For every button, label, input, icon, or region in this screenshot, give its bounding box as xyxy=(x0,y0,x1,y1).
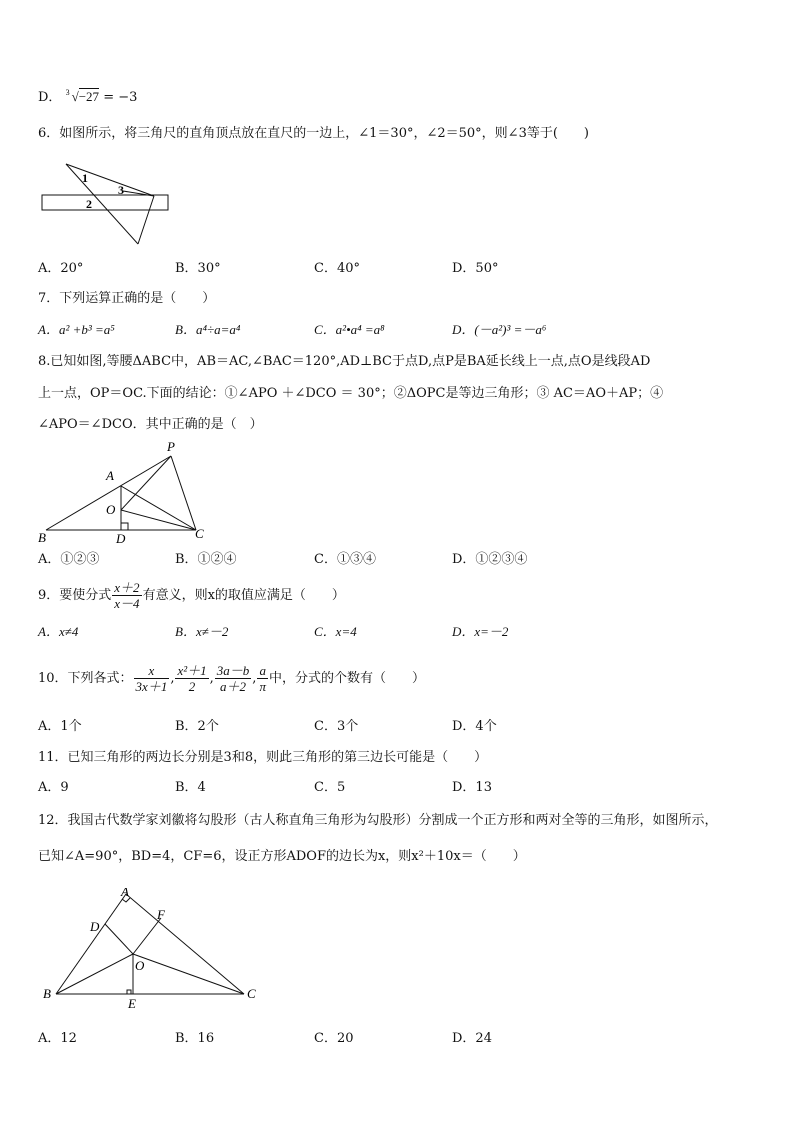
q6-option-a[interactable]: A．20° xyxy=(38,261,84,276)
q6-figure xyxy=(38,160,178,256)
point-a-label: A xyxy=(121,888,129,899)
radicand: −27 xyxy=(78,89,100,104)
q10-option-c[interactable]: C．3个 xyxy=(314,719,359,734)
fraction-numerator: x²＋1 xyxy=(177,663,207,678)
q8-option-b[interactable]: B．①②④ xyxy=(175,552,237,567)
q10-option-a[interactable]: A．1个 xyxy=(38,719,82,734)
q6-option-b[interactable]: B．30° xyxy=(175,261,221,276)
q10-stem: 10．下列各式： $\frac{x}{3x+1}$ , $\frac{\text{x²＋1}}{2}$ , $\frac{3a-b}{a+2}$ , $\frac{a}{\pi}$ 中，分式的个数有（ ） xyxy=(38,663,425,694)
q9-option-b[interactable]: B．x≠－2 xyxy=(175,624,229,639)
point-a-label: A xyxy=(106,468,114,483)
point-d-label: D xyxy=(90,919,100,934)
cube-root: 3 √−27 xyxy=(66,88,99,106)
q6-option-d[interactable]: D．50° xyxy=(452,261,499,276)
q12-option-d[interactable]: D．24 xyxy=(452,1031,492,1046)
q7-option-d[interactable]: D．(－a²)³ =－a⁶ xyxy=(452,322,547,337)
angle-3-label: 3 xyxy=(118,183,124,197)
point-e-label: E xyxy=(128,996,136,1011)
q11-stem: 11．已知三角形的两边长分别是3和8，则此三角形的第三边长可能是（ ） xyxy=(38,750,488,765)
q12-line-1: 12．我国古代数学家刘徽将勾股形（古人称直角三角形为勾股形）分割成一个正方形和两对全等的三角形，如图所示， xyxy=(38,813,718,828)
q7-option-b[interactable]: B．a⁴÷a=a⁴ xyxy=(175,322,241,337)
point-b-label: B xyxy=(38,530,46,545)
fraction-denominator: π xyxy=(259,679,266,694)
q10-option-b[interactable]: B．2个 xyxy=(175,719,219,734)
angle-2-label: 2 xyxy=(86,197,92,211)
q7-option-c[interactable]: C．a²•a⁴ =a⁸ xyxy=(314,322,385,337)
q10-fraction-1 xyxy=(134,663,170,694)
angle-1-label: 1 xyxy=(82,171,88,185)
q7-option-a[interactable]: A．a² +b³ =a⁵ xyxy=(38,322,115,337)
fraction-numerator: a xyxy=(257,663,268,679)
q6-stem: 6．如图所示，将三角尺的直角顶点放在直尺的一边上，∠1＝30°，∠2＝50°，则∠3等于( ) xyxy=(38,126,589,141)
q9-option-a[interactable]: A．x≠4 xyxy=(38,624,79,639)
q9-stem-before: 9．要使分式 xyxy=(38,588,112,603)
q12-option-a[interactable]: A．12 xyxy=(38,1031,77,1046)
q7-stem: 7．下列运算正确的是（ ） xyxy=(38,291,216,306)
q12-line-2: 已知∠A=90°，BD=4，CF=6，设正方形ADOF的边长为x，则x²＋10x＝（ ） xyxy=(38,849,526,864)
q10-fraction-2 xyxy=(175,663,208,694)
point-f-label: F xyxy=(157,907,165,922)
q8-line-1: 8.已知如图,等腰ΔABC中，AB＝AC,∠BAC＝120°,AD⊥BC于点D,点P是BA延长线上一点,点O是线段AD xyxy=(38,354,651,369)
q8-line-2: 上一点，OP＝OC.下面的结论：①∠APO ＋∠DCO ＝ 30°；②ΔOPC是等边三角形；③ AC＝AO＋AP；④ xyxy=(38,386,664,401)
q9-fraction xyxy=(112,580,141,611)
fraction-denominator: 3x＋1 xyxy=(135,679,168,694)
root-rhs: = −3 xyxy=(103,90,138,105)
point-c-label: C xyxy=(195,526,204,541)
q10-option-d[interactable]: D．4个 xyxy=(452,719,497,734)
q11-option-d[interactable]: D．13 xyxy=(452,780,492,795)
q12-figure xyxy=(40,888,270,1018)
point-d-label: D xyxy=(116,531,126,546)
fraction-denominator: x－4 xyxy=(114,596,140,611)
point-o-label: O xyxy=(106,502,116,517)
q11-option-c[interactable]: C．5 xyxy=(314,780,346,795)
q8-line-3: ∠APO＝∠DCO．其中正确的是（ ） xyxy=(38,417,263,432)
q5-option-d xyxy=(38,88,137,107)
q10-stem-after: 中，分式的个数有（ ） xyxy=(268,671,425,686)
point-c-label: C xyxy=(247,986,256,1001)
option-letter: D． xyxy=(38,90,62,105)
q8-option-d[interactable]: D．①②③④ xyxy=(452,552,528,567)
point-p-label: P xyxy=(167,439,175,454)
q8-option-c[interactable]: C．①③④ xyxy=(314,552,376,567)
q12-option-b[interactable]: B．16 xyxy=(175,1031,215,1046)
q8-figure xyxy=(36,438,226,546)
fraction-denominator: a＋2 xyxy=(220,679,247,694)
q10-fraction-4 xyxy=(257,663,268,694)
fraction-numerator: x xyxy=(134,663,170,679)
q10-fraction-3 xyxy=(215,663,252,694)
fraction-denominator: 2 xyxy=(188,679,196,694)
q9-option-d[interactable]: D．x=－2 xyxy=(452,624,509,639)
q8-option-a[interactable]: A．①②③ xyxy=(38,552,100,567)
q11-option-a[interactable]: A．9 xyxy=(38,780,69,795)
q9-stem xyxy=(38,578,345,614)
point-b-label: B xyxy=(43,986,51,1001)
q10-stem-before: 10．下列各式： xyxy=(38,671,133,686)
q6-option-c[interactable]: C．40° xyxy=(314,261,360,276)
q9-option-c[interactable]: C．x=4 xyxy=(314,624,357,639)
q9-stem-after: 有意义，则x的取值应满足（ ） xyxy=(142,588,345,603)
fraction-numerator: 3a－b xyxy=(216,663,250,678)
point-o-label: O xyxy=(135,958,145,973)
fraction-numerator: x＋2 xyxy=(114,580,140,595)
q11-option-b[interactable]: B．4 xyxy=(175,780,206,795)
q12-option-c[interactable]: C．20 xyxy=(314,1031,354,1046)
root-index: 3 xyxy=(65,88,70,97)
